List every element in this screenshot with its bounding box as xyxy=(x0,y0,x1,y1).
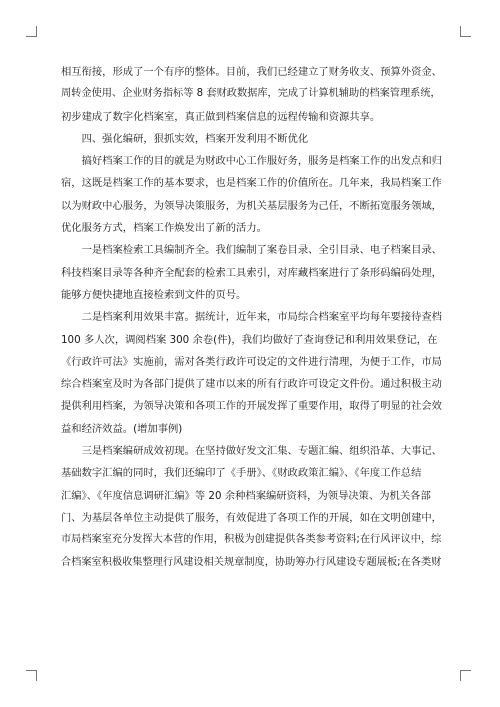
document-body xyxy=(61,61,443,574)
text-line: 合档案室积极收集整理行风建设相关规章制度，协助筹办行风建设专题展板;在各类财 xyxy=(61,556,442,568)
text-line: 初步建成了数字化档案室，真正做到档案信息的远程传输和资源共享。 xyxy=(61,110,381,123)
text-line: 益和经济效益。(增加事例) xyxy=(61,422,183,435)
crop-mark-bottom-right xyxy=(460,670,471,681)
text-line: 三是档案编研成效初现。在坚持做好发文汇集、专题汇编、组织沿革、大事记、 xyxy=(81,445,442,458)
text-line: 周转金使用、企业财务指标等 8 套财政数据库，完成了计算机辅助的档案管理系统， xyxy=(61,88,441,100)
text-line: 二是档案利用效果丰富。据统计，近年来，市局综合档案室平均每年要接待查档 xyxy=(81,311,442,324)
text-line: 一是档案检索工具编制齐全。我们编制了案卷目录、全引目录、电子档案目录、 xyxy=(81,244,442,257)
text-line: 汇编》、《年度信息调研汇编》等 20 余种档案编研资料，为领导决策、为机关各部 xyxy=(61,489,431,502)
text-line: 《行政许可法》实施前，需对各类行政许可设定的文件进行清理，为便于工作，市局 xyxy=(61,355,442,368)
crop-mark-bottom-left xyxy=(26,670,37,681)
text-line: 相互衔接，形成了一个有序的整体。目前，我们已经建立了财务收支、预算外资金、 xyxy=(61,66,442,78)
text-line: 市局档案室充分发挥大本营的作用，积极为创建提供各类参考资料;在行风评议中，综 xyxy=(61,534,442,546)
crop-mark-top-left xyxy=(26,26,37,37)
text-line: 门、为基层各单位主动提供了服务，有效促进了各项工作的开展，如在文明创建中， xyxy=(61,511,442,524)
text-line: 宿，这既是档案工作的基本要求，也是档案工作的价值所在。几年来，我局档案工作 xyxy=(61,177,442,190)
text-line: 基础数字汇编的同时，我们还编印了《手册》、《财政政策汇编》、《年度工作总结 xyxy=(61,467,422,480)
text-line: 能够方便快捷地直接检索到文件的页号。 xyxy=(61,288,247,301)
text-line: 以为财政中心服务，为领导决策服务，为机关基层服务为己任，不断拓宽服务领域， xyxy=(61,199,442,212)
text-line: 搞好档案工作的目的就是为财政中心工作服好务，服务是档案工作的出发点和归 xyxy=(81,155,442,168)
section-heading: 四、强化编研，狠抓实效，档案开发利用不断优化 xyxy=(81,132,309,145)
crop-mark-top-right xyxy=(460,26,471,37)
text-line: 综合档案室及时为各部门提供了建市以来的所有行政许可设定文件份。通过积极主动 xyxy=(61,378,442,391)
text-line: 提供利用档案，为领导决策和各项工作的开展发挥了重要作用，取得了明显的社会效 xyxy=(61,400,442,413)
text-line: 科技档案目录等各种齐全配套的检索工具索引，对库藏档案进行了条形码编码处理， xyxy=(61,266,442,279)
text-line: 优化服务方式，档案工作焕发出了新的活力。 xyxy=(61,222,267,235)
text-line: 100 多人次，调阅档案 300 余卷(件)，我们均做好了查询登记和利用效果登记，在 xyxy=(61,333,438,346)
